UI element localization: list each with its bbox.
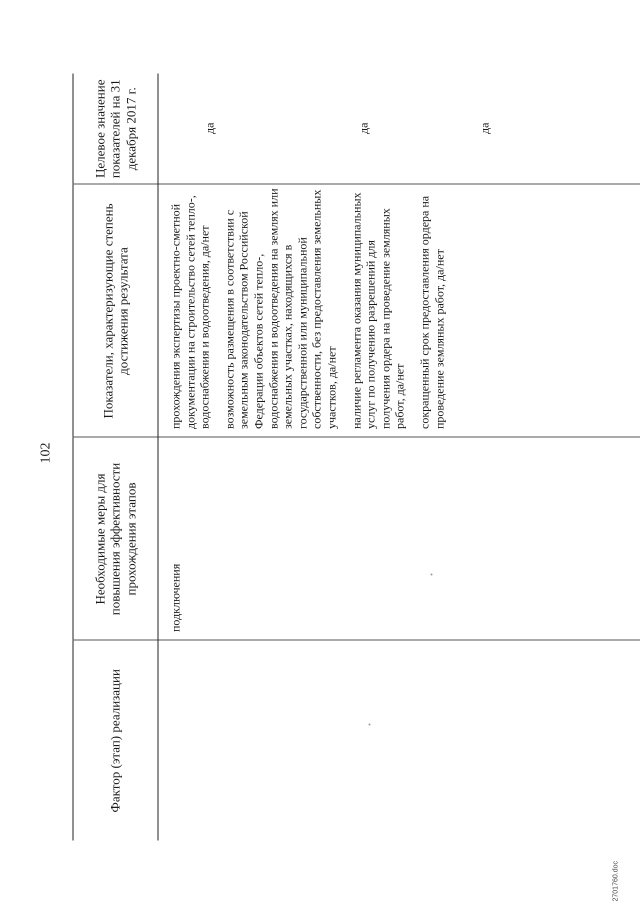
indicator-item: прохождения экспертизы проектно-сметной документации на строительство сетей тепло-, водоснабжения и водоотведения, да/нет xyxy=(168,194,212,429)
target-value: да xyxy=(202,122,216,134)
target-cell xyxy=(158,73,640,184)
header-measures: Необходимые меры для повышения эффективности прохождения этапов xyxy=(73,437,158,640)
page-number: 102 xyxy=(38,442,53,463)
table-row xyxy=(158,73,640,840)
scan-speck xyxy=(368,723,370,725)
indicators-table xyxy=(72,73,640,840)
target-value: да xyxy=(477,122,491,134)
indicator-item: наличие регламента оказания муниципальных услуг по получению разрешений для получения ордера на проведение земляных работ, да/нет xyxy=(348,191,407,429)
measure-text: подключения xyxy=(168,563,182,632)
document-reference: 2701760.doc xyxy=(612,860,619,901)
table-header-row xyxy=(73,73,158,840)
header-factor: Фактор (этап) реализации xyxy=(73,640,158,840)
target-value: да xyxy=(356,122,370,134)
indicator-item: возможность размещения в соответствии с земельным законодательством Российской Федерации объектов сетей тепло-, водоснабжения и водоотведения на землях или земельных участках, находящихся в государственной или муниципальной собственности, без предоставления земельных участков, да/нет xyxy=(221,187,338,429)
scan-speck xyxy=(430,573,432,575)
factor-cell xyxy=(158,640,640,840)
indicator-item: сокращенный срок предоставления ордера на проведение земляных работ, да/нет xyxy=(416,195,446,429)
indicators-cell xyxy=(158,184,640,437)
header-target: Целевое значение показателей на 31 декабря 2017 г. xyxy=(73,73,158,184)
measures-cell xyxy=(158,437,640,640)
header-indicators: Показатели, характеризующие степень достижения результата xyxy=(73,184,158,437)
